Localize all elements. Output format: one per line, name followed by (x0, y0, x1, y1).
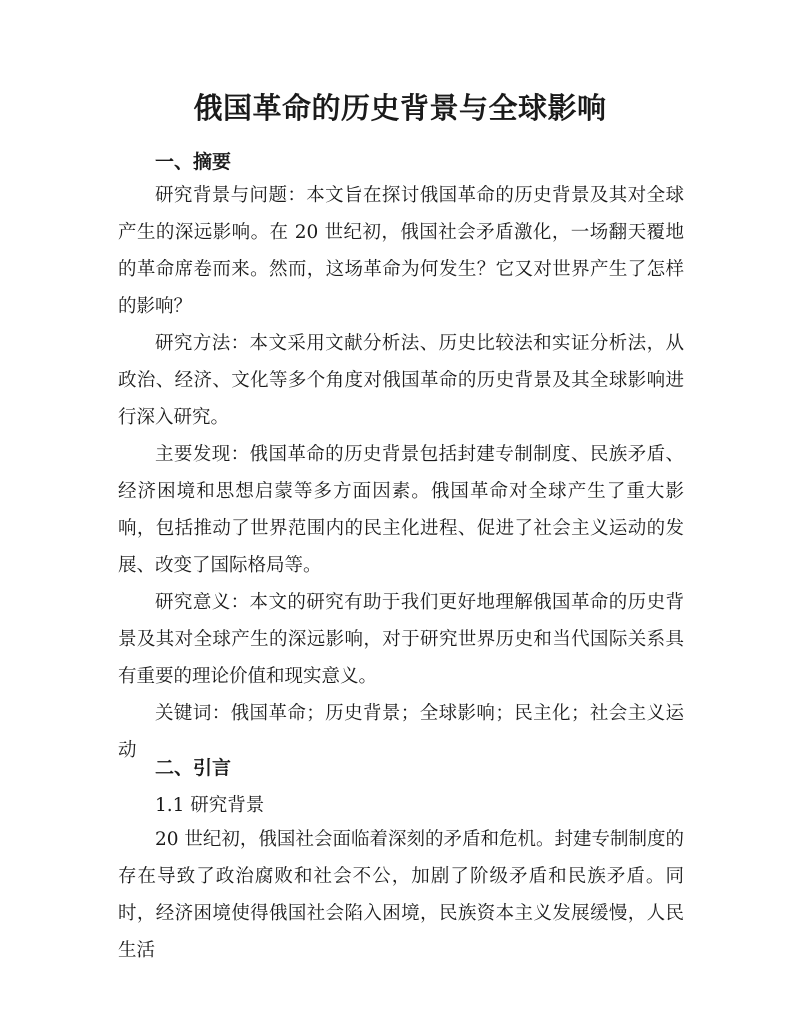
section-heading-introduction: 二、引言 (155, 757, 232, 779)
abstract-paragraph-significance: 研究意义：本文的研究有助于我们更好地理解俄国革命的历史背景及其对全球产生的深远影响，对于研究世界历史和当代国际关系具有重要的理论价值和现实意义。 (118, 592, 684, 687)
abstract-keywords: 关键词：俄国革命；历史背景；全球影响；民主化；社会主义运动 (118, 703, 684, 761)
subsection-heading-research-background: 1.1 研究背景 (155, 795, 265, 816)
document-title: 俄国革命的历史背景与全球影响 (193, 91, 607, 125)
section-heading-abstract: 一、摘要 (155, 151, 232, 173)
abstract-paragraph-background: 研究背景与问题：本文旨在探讨俄国革命的历史背景及其对全球产生的深远影响。在 20 世纪初，俄国社会矛盾激化，一场翻天覆地的革命席卷而来。然而，这场革命为何发生？它又对世界产生了怎样的影响？ (118, 185, 684, 317)
introduction-paragraph: 20 世纪初，俄国社会面临着深刻的矛盾和危机。封建专制制度的存在导致了政治腐败和社会不公，加剧了阶级矛盾和民族矛盾。同时，经济困境使得俄国社会陷入困境，民族资本主义发展缓慢，人民生活 (118, 829, 684, 961)
abstract-paragraph-methods: 研究方法：本文采用文献分析法、历史比较法和实证分析法，从政治、经济、文化等多个角度对俄国革命的历史背景及其全球影响进行深入研究。 (118, 333, 684, 428)
abstract-paragraph-findings: 主要发现：俄国革命的历史背景包括封建专制制度、民族矛盾、经济困境和思想启蒙等多方面因素。俄国革命对全球产生了重大影响，包括推动了世界范围内的民主化进程、促进了社会主义运动的发展、改变了国际格局等。 (118, 444, 684, 576)
